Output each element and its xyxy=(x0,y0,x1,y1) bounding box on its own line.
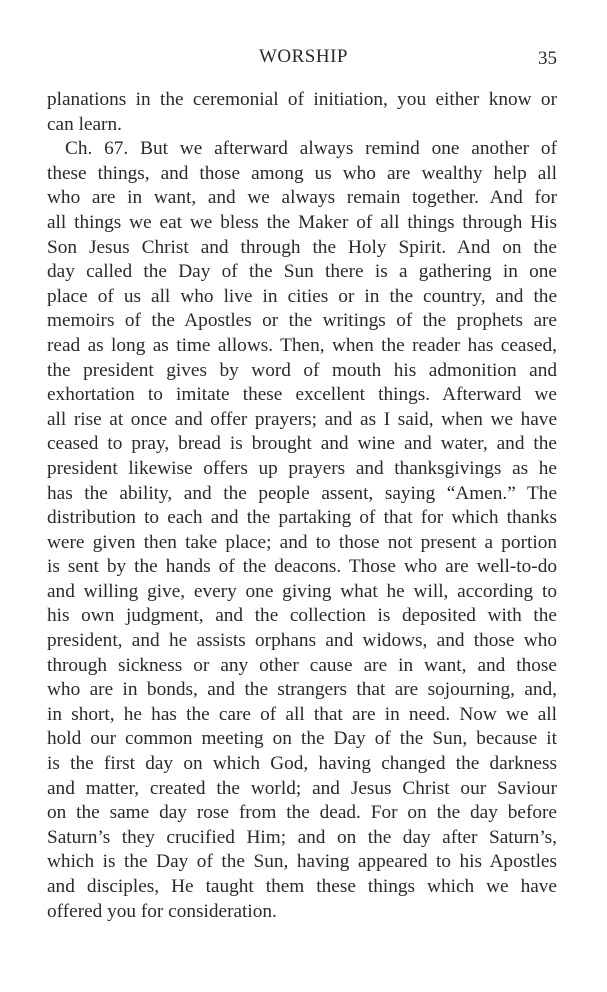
text-line: is the first day on which God, having changed the darkness xyxy=(47,753,557,775)
text-line: were given then take place; and to those not present a portion xyxy=(47,531,557,553)
text-line: through sickness or any other cause are in want, and those xyxy=(47,654,557,676)
text-line: is sent by the hands of the deacons. Those who are well-to-do xyxy=(47,556,557,578)
text-line: Son Jesus Christ and through the Holy Spirit. And on the xyxy=(47,236,557,258)
text-line: exhortation to imitate these excellent things. Afterward we xyxy=(47,384,557,406)
text-line: president likewise offers up prayers and thanksgivings as he xyxy=(47,457,557,479)
text-line: hold our common meeting on the Day of the Sun, because it xyxy=(47,728,557,750)
text-line: which is the Day of the Sun, having appeared to his Apostles xyxy=(47,851,557,873)
text-line: the president gives by word of mouth his admonition and xyxy=(47,359,557,381)
text-line: all rise at once and offer prayers; and as I said, when we have xyxy=(47,408,557,430)
text-line: in short, he has the care of all that are in need. Now we all xyxy=(47,703,557,725)
text-line: planations in the ceremonial of initiation, you either know or xyxy=(47,89,557,110)
body-text xyxy=(47,88,557,924)
text-line: on the same day rose from the dead. For on the day before xyxy=(47,802,557,824)
text-line: ceased to pray, bread is brought and wine and water, and the xyxy=(47,433,557,455)
page-number: 35 xyxy=(538,48,557,69)
text-line: offered you for consideration. xyxy=(47,900,277,922)
text-line: has the ability, and the people assent, saying “Amen.” The xyxy=(47,482,557,504)
text-line: place of us all who live in cities or in the country, and the xyxy=(47,285,557,307)
text-line: day called the Day of the Sun there is a gathering in one xyxy=(47,261,557,283)
text-line: and willing give, every one giving what he will, according to xyxy=(47,580,557,602)
text-line: all things we eat we bless the Maker of all things through His xyxy=(47,211,557,233)
text-line: read as long as time allows. Then, when the reader has ceased, xyxy=(47,334,557,356)
text-line: president, and he assists orphans and widows, and those who xyxy=(47,630,557,652)
chapter-title: WORSHIP xyxy=(258,46,348,67)
text-line: Saturn’s they crucified Him; and on the day after Saturn’s, xyxy=(47,826,557,848)
text-line: who are in want, and we always remain together. And for xyxy=(47,187,557,209)
text-line: his own judgment, and the collection is deposited with the xyxy=(47,605,557,627)
text-line: Ch. 67. But we afterward always remind one another of xyxy=(65,138,557,160)
text-line: and matter, created the world; and Jesus Christ our Saviour xyxy=(47,777,557,799)
text-line: and disciples, He taught them these things which we have xyxy=(47,876,557,897)
text-line: distribution to each and the partaking of that for which thanks xyxy=(47,507,557,529)
text-line: these things, and those among us who are wealthy help all xyxy=(47,162,557,184)
running-head xyxy=(0,46,607,70)
text-line: who are in bonds, and the strangers that are sojourning, and, xyxy=(47,679,557,701)
text-line: memoirs of the Apostles or the writings of the prophets are xyxy=(47,310,557,332)
text-line: can learn. xyxy=(47,113,122,135)
